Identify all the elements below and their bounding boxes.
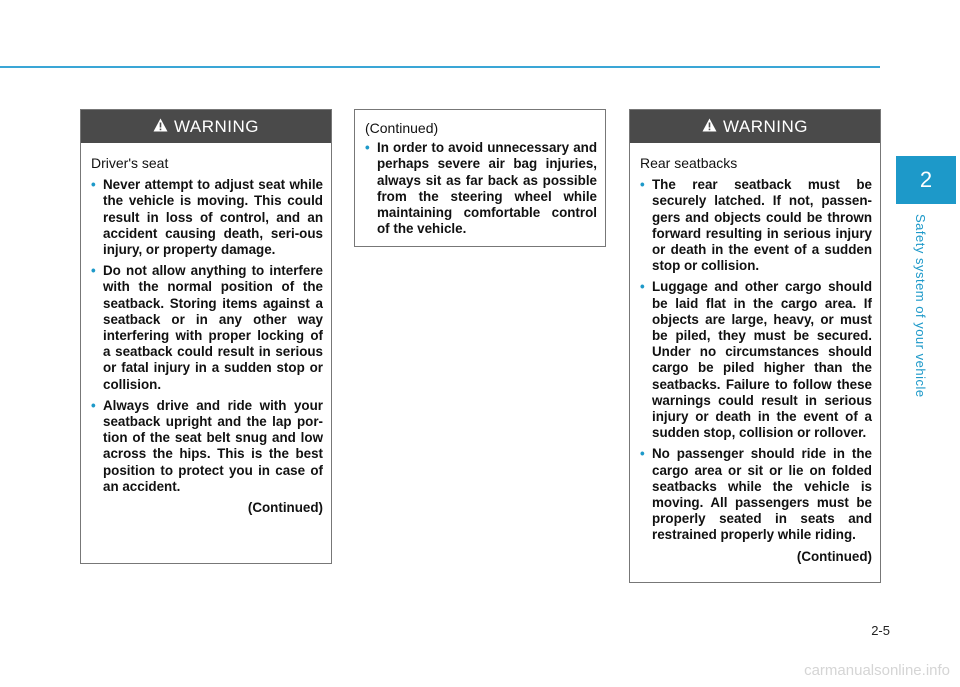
bullet-icon: •	[640, 446, 645, 462]
chapter-title: Safety system of your vehicle	[913, 214, 928, 398]
bullet-icon: •	[91, 263, 96, 279]
bullet-icon: •	[640, 177, 645, 193]
continued-label: (Continued)	[796, 548, 872, 564]
list-item: • Luggage and other cargo should be laid flat in the cargo area. If objects are large, heavy, or must be piled, they must be secured. Under no circumstances should cargo be piled higher than the seatbacks. Failure to follow these warnings could result in serious injury or death in the event of a sudden stop, collision or rollover.	[640, 279, 872, 441]
warning-header	[630, 110, 880, 143]
continued-top-label: (Continued)	[365, 120, 439, 136]
bullet-list	[640, 177, 872, 543]
warning-label: WARNING	[173, 116, 260, 136]
bullet-icon: •	[91, 397, 96, 413]
footer-watermark: carmanualsonline.info	[804, 662, 950, 679]
bullet-icon: •	[640, 279, 645, 295]
continued-label: (Continued)	[247, 500, 323, 516]
bullet-list	[365, 140, 597, 237]
bullet-icon: •	[365, 140, 370, 156]
warning-triangle-icon	[153, 117, 168, 137]
chapter-tab	[896, 156, 956, 204]
list-item: • The rear seatback must be securely latched. If not, passen-gers and objects could be thrown forward resulting in serious injury or death in the event of a sudden stop or collision.	[640, 177, 872, 274]
warning-box-rear-seatbacks	[629, 109, 881, 583]
continued-box	[354, 109, 606, 247]
warning-triangle-icon	[702, 117, 717, 137]
bullet-list	[91, 177, 323, 495]
chapter-number: 2	[919, 167, 933, 192]
list-item: • Always drive and ride with your seatback upright and the lap por-tion of the seat belt snug and low across the hips. This is the best position to protect you in case of an accident.	[91, 397, 323, 494]
list-item: • Never attempt to adjust seat while the vehicle is moving. This could result in loss of control, and an accident causing death, seri-ous injury, or property damage.	[91, 177, 323, 258]
warning-header	[81, 110, 331, 143]
list-item: • In order to avoid unnecessary and perhaps severe air bag injuries, always sit as far back as possible from the steering wheel while maintaining comfortable control of the vehicle.	[365, 140, 597, 237]
list-item: • No passenger should ride in the cargo area or sit or lie on folded seatbacks while the vehicle is moving. All passengers must be properly seated in seats and restrained properly while riding.	[640, 446, 872, 543]
warning-box-drivers-seat	[80, 109, 332, 564]
page-number: 2-5	[871, 623, 890, 638]
bullet-icon: •	[91, 177, 96, 193]
section-heading: Driver's seat	[91, 155, 169, 171]
list-item: • Do not allow anything to interfere with the normal position of the seatback. Storing items against a seatback or in any other way interfering with proper locking of a seatback could result in serious or fatal injury in a sudden stop or collision.	[91, 263, 323, 392]
top-rule	[0, 66, 880, 68]
warning-label: WARNING	[722, 116, 809, 136]
section-heading: Rear seatbacks	[640, 155, 738, 171]
